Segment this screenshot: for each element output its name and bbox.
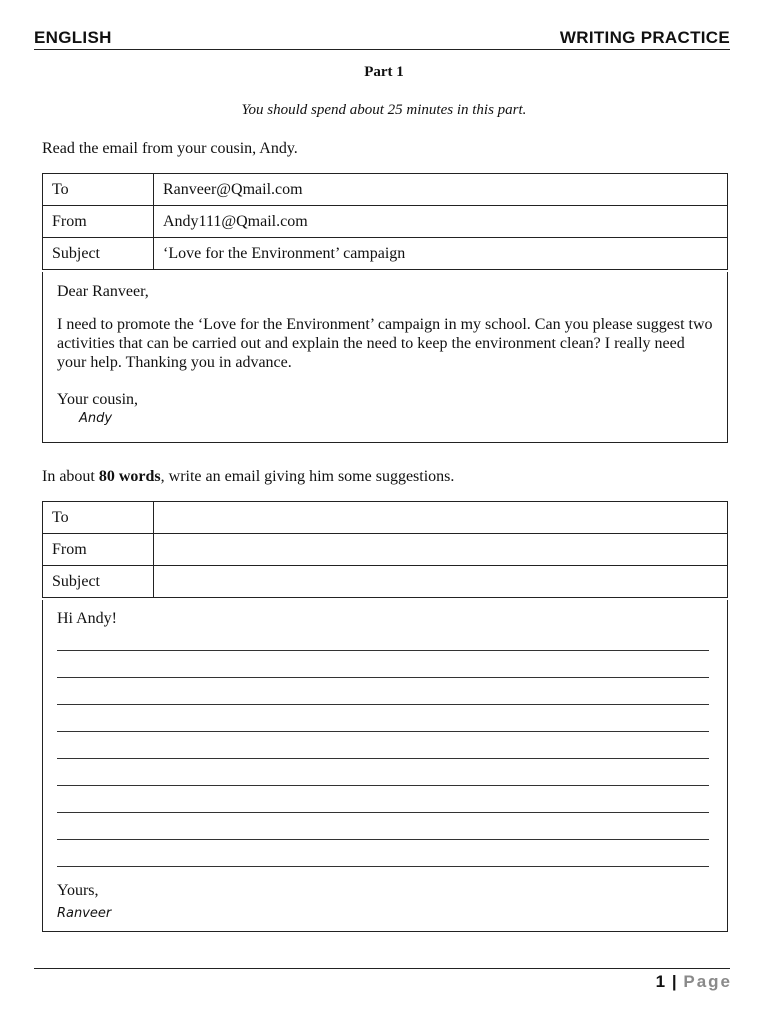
reply-from-row <box>43 534 728 566</box>
part-instruction: You should spend about 25 minutes in this part. <box>241 102 527 118</box>
received-email-body <box>42 272 728 443</box>
handwritten-signature: Andy <box>79 411 113 426</box>
reply-email-header-table <box>42 501 728 598</box>
subject-value: ‘Love for the Environment’ campaign <box>154 238 728 270</box>
page-label: Page <box>683 972 732 991</box>
write-prompt <box>42 468 454 486</box>
writing-line[interactable] <box>57 650 709 651</box>
writing-line[interactable] <box>57 785 709 786</box>
page-footer <box>656 972 732 992</box>
email-from-row <box>43 206 728 238</box>
word-count: 80 words <box>98 468 161 485</box>
reply-closing: Yours, <box>57 882 99 899</box>
reply-subject-label: Subject <box>43 566 154 598</box>
writing-line[interactable] <box>57 839 709 840</box>
reply-to-label: To <box>43 502 154 534</box>
email-closing: Your cousin, <box>57 391 139 408</box>
reply-to-row <box>43 502 728 534</box>
page-number: 1 <box>655 972 667 991</box>
subject-label: Subject <box>43 238 154 270</box>
subject-heading: ENGLISH <box>34 28 112 47</box>
email-subject-row <box>43 238 728 270</box>
writing-line[interactable] <box>57 677 709 678</box>
writing-line[interactable] <box>57 758 709 759</box>
writing-line[interactable] <box>57 812 709 813</box>
read-prompt: Read the email from your cousin, Andy. <box>42 140 298 157</box>
reply-salutation: Hi Andy! <box>57 610 117 627</box>
reply-email-body <box>42 600 728 932</box>
part-title: Part 1 <box>364 64 404 80</box>
reply-from-field[interactable] <box>154 534 728 566</box>
reply-subject-row <box>43 566 728 598</box>
email-salutation: Dear Ranveer, <box>57 283 149 300</box>
worksheet-title: WRITING PRACTICE <box>559 28 730 47</box>
email-message: I need to promote the ‘Love for the Environment’ campaign in my school. Can you please suggest two activities that can be carried out and explain the need to keep the environment clean? I really need your help. Thanking you in advance. <box>57 316 713 371</box>
to-label: To <box>43 174 154 206</box>
reply-from-label: From <box>43 534 154 566</box>
writing-line[interactable] <box>57 866 709 867</box>
received-email-header-table <box>42 173 728 270</box>
page-separator: | <box>671 972 678 991</box>
reply-to-field[interactable] <box>154 502 728 534</box>
to-value: Ranveer@Qmail.com <box>154 174 728 206</box>
from-label: From <box>43 206 154 238</box>
header-divider <box>34 49 730 50</box>
reply-subject-field[interactable] <box>154 566 728 598</box>
write-prompt-start: In about <box>42 468 99 485</box>
footer-divider <box>34 968 730 969</box>
email-to-row <box>43 174 728 206</box>
reply-handwritten-signature: Ranveer <box>57 906 112 921</box>
writing-line[interactable] <box>57 731 709 732</box>
from-value: Andy111@Qmail.com <box>154 206 728 238</box>
write-prompt-end: , write an email giving him some suggestions. <box>160 468 455 485</box>
writing-line[interactable] <box>57 704 709 705</box>
